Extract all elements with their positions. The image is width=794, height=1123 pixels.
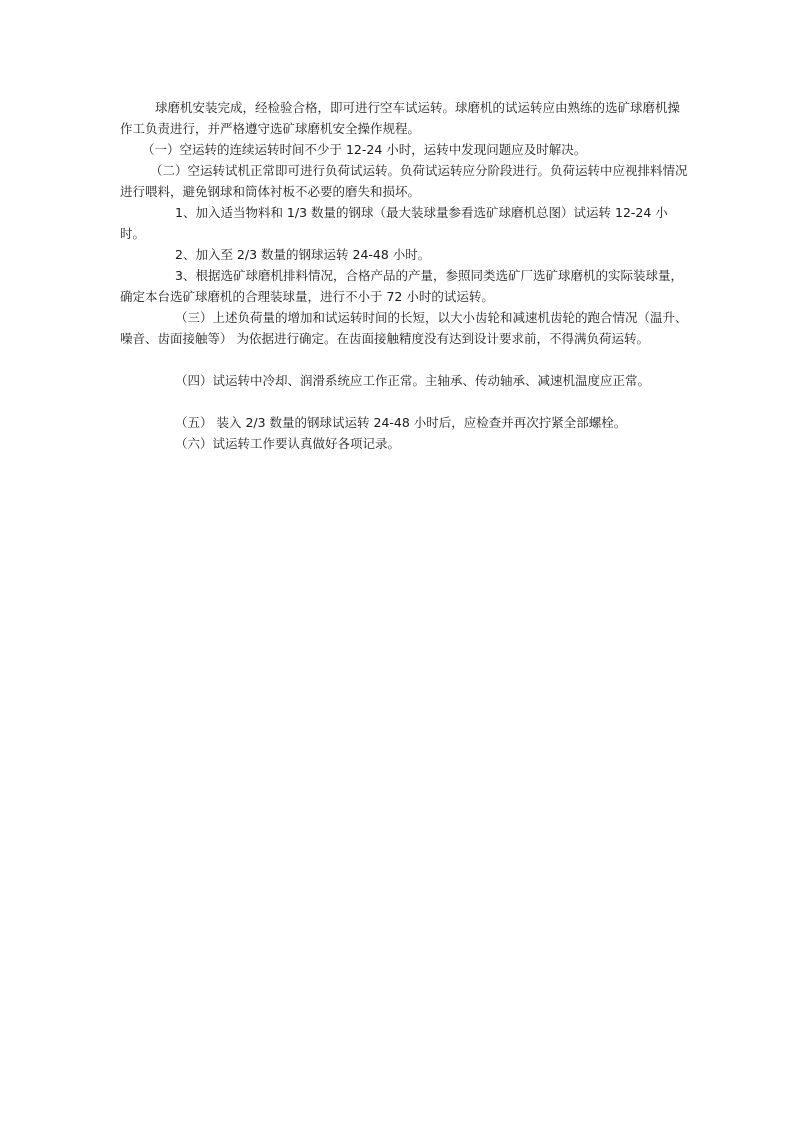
paragraph-item-5: （五） 装入 2/3 数量的钢球试运转 24-48 小时后，应检查并再次拧紧全部螺栓。 [175,415,627,430]
paragraph-intro: 球磨机安装完成，经检验合格，即可进行空车试运转。球磨机的试运转应由熟练的选矿球磨机操作工负责进行，并严格遵守选矿球磨机安全操作规程。 [120,100,681,136]
paragraph-step-1: 1、加入适当物料和 1/3 数量的钢球（最大装球量参看选矿球磨机总图）试运转 12-24 小时。 [120,205,668,241]
paragraph-step-3: 3、根据选矿球磨机排料情况，合格产品的产量，参照同类选矿厂选矿球磨机的实际装球量，确定本台选矿球磨机的合理装球量，进行不小于 72 小时的试运转。 [120,268,683,304]
paragraph-step-2: 2、加入至 2/3 数量的钢球运转 24-48 小时。 [175,247,431,262]
paragraph-item-2: （二）空运转试机正常即可进行负荷试运转。负荷试运转应分阶段进行。负荷运转中应视排料情况进行喂料，避免钢球和筒体衬板不必要的磨失和损坏。 [120,163,688,199]
paragraph-item-1: （一）空运转的连续运转时间不少于 12-24 小时，运转中发现问题应及时解决。 [142,142,587,157]
paragraph-item-4: （四）试运转中冷却、润滑系统应工作正常。主轴承、传动轴承、减速机温度应正常。 [175,373,651,388]
paragraph-item-3: （三）上述负荷量的增加和试运转时间的长短，以大小齿轮和减速机齿轮的跑合情况（温升、噪音、齿面接触等） 为依据进行确定。在齿面接触精度没有达到设计要求前，不得满负荷运转。 [120,310,688,346]
paragraph-item-6: （六）试运转工作要认真做好各项记录。 [175,436,401,451]
